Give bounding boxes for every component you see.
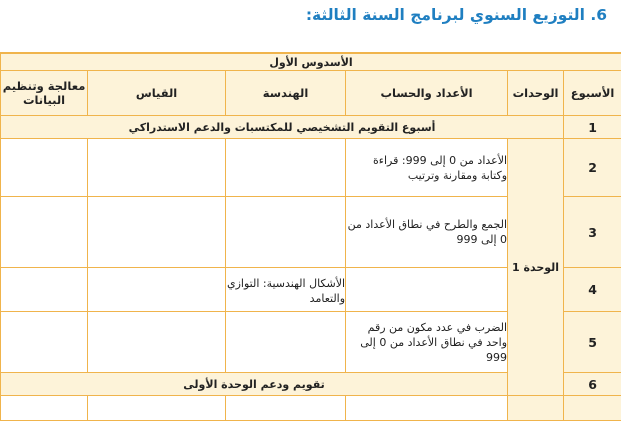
numbers-cell: الأعداد من 0 إلى 999: قراءة وكتابة ومقارنة وترتيب xyxy=(346,139,508,197)
header-units: الوحدات xyxy=(508,71,564,116)
data-cell xyxy=(1,396,88,421)
data-cell xyxy=(1,197,88,268)
geometry-cell xyxy=(226,312,346,373)
diagnostic-week-cell: أسبوع التقويم التشخيصي للمكتسبات والدعم الاستدراكي xyxy=(1,116,564,139)
measurement-cell xyxy=(88,268,226,312)
week-number: 3 xyxy=(564,197,621,268)
week-number: 4 xyxy=(564,268,621,312)
unit-cell: الوحدة 1 xyxy=(508,139,564,396)
unit-review-cell: تقويم ودعم الوحدة الأولى xyxy=(1,373,508,396)
period-title: الأسدوس الأول xyxy=(1,54,621,71)
annual-distribution-table xyxy=(0,53,621,421)
table-row xyxy=(1,396,621,421)
header-week: الأسبوع xyxy=(564,71,621,116)
unit-cell xyxy=(508,396,564,421)
data-cell xyxy=(1,268,88,312)
header-numbers: الأعداد والحساب xyxy=(346,71,508,116)
measurement-cell xyxy=(88,139,226,197)
page-heading: 6. التوزيع السنوي لبرنامج السنة الثالثة: xyxy=(306,6,607,24)
measurement-cell xyxy=(88,312,226,373)
numbers-cell xyxy=(346,396,508,421)
week-number: 5 xyxy=(564,312,621,373)
week-number: 1 xyxy=(564,116,621,139)
week-number xyxy=(564,396,621,421)
geometry-cell xyxy=(226,139,346,197)
header-geometry: الهندسة xyxy=(226,71,346,116)
table-row xyxy=(1,54,621,71)
table-row xyxy=(1,116,621,139)
week-number: 6 xyxy=(564,373,621,396)
numbers-cell: الجمع والطرح في نطاق الأعداد من 0 إلى 999 xyxy=(346,197,508,268)
week-number: 2 xyxy=(564,139,621,197)
table-row xyxy=(1,139,621,197)
numbers-cell xyxy=(346,268,508,312)
header-measurement: القياس xyxy=(88,71,226,116)
geometry-cell xyxy=(226,197,346,268)
numbers-cell: الضرب في عدد مكون من رقم واحد في نطاق الأعداد من 0 إلى 999 xyxy=(346,312,508,373)
geometry-cell xyxy=(226,396,346,421)
measurement-cell xyxy=(88,396,226,421)
geometry-cell: الأشكال الهندسية: التوازي والتعامد xyxy=(226,268,346,312)
header-data: معالجة وتنظيم البيانات xyxy=(1,71,88,116)
data-cell xyxy=(1,312,88,373)
data-cell xyxy=(1,139,88,197)
header-row xyxy=(1,71,621,116)
measurement-cell xyxy=(88,197,226,268)
